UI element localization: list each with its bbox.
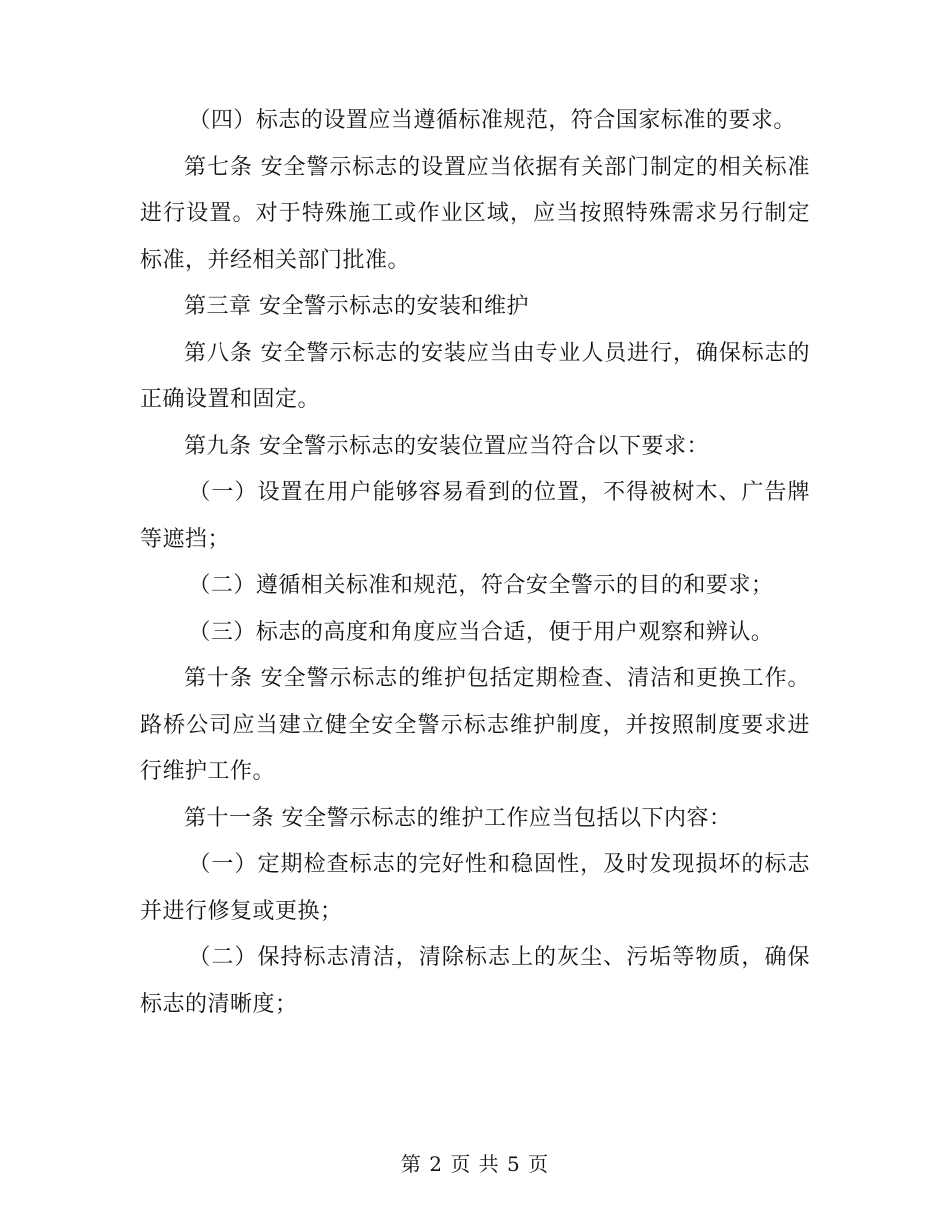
paragraph-article-11: 第十一条 安全警示标志的维护工作应当包括以下内容： bbox=[184, 805, 732, 831]
document-body bbox=[140, 98, 810, 1028]
paragraph-article-9: 第九条 安全警示标志的安装位置应当符合以下要求： bbox=[184, 433, 709, 459]
paragraph-item-one: （一）设置在用户能够容易看到的位置，不得被树木、广告牌等遮挡； bbox=[140, 480, 810, 552]
paragraph-item-three: （三）标志的高度和角度应当合适，便于用户观察和辨认。 bbox=[188, 619, 774, 645]
paragraph-item-two: （二）遵循相关标准和规范，符合安全警示的目的和要求； bbox=[188, 573, 774, 598]
page-number-label: 第 2 页 共 5 页 bbox=[400, 1152, 550, 1176]
paragraph-article-7: 第七条 安全警示标志的设置应当依据有关部门制定的相关标准进行设置。对于特殊施工或作业区域，应当按照特殊需求另行制定标准，并经相关部门批准。 bbox=[140, 154, 810, 273]
paragraph-item-two-b: （二）保持标志清洁，清除标志上的灰尘、污垢等物质，确保标志的清晰度； bbox=[140, 945, 810, 1017]
paragraph-article-10: 第十条 安全警示标志的维护包括定期检查、清洁和更换工作。路桥公司应当建立健全安全警示标志维护制度，并按照制度要求进行维护工作。 bbox=[140, 666, 810, 784]
paragraph-item-four: （四）标志的设置应当遵循标准规范，符合国家标准的要求。 bbox=[188, 108, 796, 133]
paragraph-article-8: 第八条 安全警示标志的安装应当由专业人员进行，确保标志的正确设置和固定。 bbox=[140, 340, 810, 412]
page-footer bbox=[0, 1148, 950, 1177]
paragraph-item-one-b: （一）定期检查标志的完好性和稳固性，及时发现损坏的标志并进行修复或更换； bbox=[140, 852, 810, 924]
chapter-heading-3: 第三章 安全警示标志的安装和维护 bbox=[184, 294, 529, 319]
